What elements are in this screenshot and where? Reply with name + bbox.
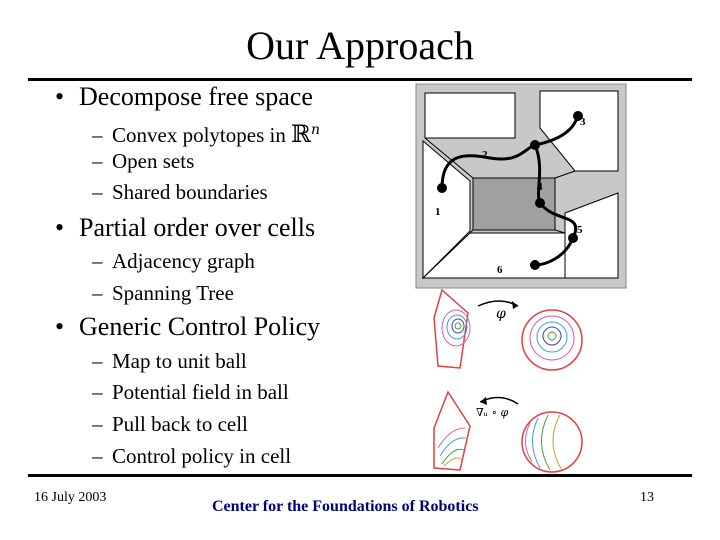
sub-open-sets [92,148,194,174]
sub-dash: – [92,123,103,147]
sub-shared-boundaries [92,179,268,205]
cell-decomposition-figure [415,83,627,289]
math-rn: ℝ$^n$ [291,120,321,148]
sub-dash: – [92,380,103,404]
cell-label-3: 3 [580,116,586,128]
map-label: φ [496,306,506,322]
bullet-control-policy [55,312,320,342]
bullet-text: Decompose free space [79,82,313,111]
sub-map-unit-ball [92,348,247,374]
path-node [437,183,447,193]
footer-organization: Center for the Foundations of Robotics [212,498,479,515]
sub-text: Map to unit ball [112,349,247,373]
sub-text: Control policy in cell [112,444,292,468]
sub-text: Open sets [112,149,195,173]
bullet-partial-order [55,213,315,243]
bullet-dot: • [55,312,65,341]
cell-label-1: 1 [435,206,441,218]
footer-page-number: 13 [640,490,654,505]
sub-dash: – [92,180,103,204]
cell-label-5: 5 [577,224,583,236]
bullet-text: Partial order over cells [79,213,316,242]
sub-dash: – [92,249,103,273]
sub-spanning-tree [92,280,234,306]
sub-control-policy-cell [92,443,291,469]
cell-label-4: 4 [537,181,543,193]
bullet-text: Generic Control Policy [79,312,321,341]
footer-date: 16 July 2003 [34,490,107,505]
bullet-decompose [55,82,313,112]
path-node [535,198,545,208]
sub-text: Adjacency graph [112,249,255,273]
sub-potential-field [92,379,289,405]
sub-dash: – [92,412,103,436]
sub-adjacency [92,248,255,274]
footer-divider [28,474,692,477]
title-divider [28,78,692,81]
cell-label-6: 6 [497,264,503,276]
map-to-ball-figure [430,288,590,378]
sub-text: Shared boundaries [112,180,268,204]
path-node [530,260,540,270]
cell-label-2: 2 [482,149,488,161]
sub-pull-back [92,411,248,437]
path-node [530,140,540,150]
sub-dash: – [92,149,103,173]
sub-text: Pull back to cell [112,412,248,436]
sub-text: Spanning Tree [112,281,234,305]
pull-back-figure [430,388,590,478]
bullet-dot: • [55,213,65,242]
sub-dash: – [92,444,103,468]
sub-dash: – [92,349,103,373]
bullet-dot: • [55,82,65,111]
sub-text: Convex polytopes in [112,123,286,147]
sub-text: Potential field in ball [112,380,289,404]
sub-convex [92,117,320,148]
sub-dash: – [92,281,103,305]
pullback-label: ∇ᵤ ∘ φ [476,406,509,419]
slide-title: Our Approach [246,23,474,68]
